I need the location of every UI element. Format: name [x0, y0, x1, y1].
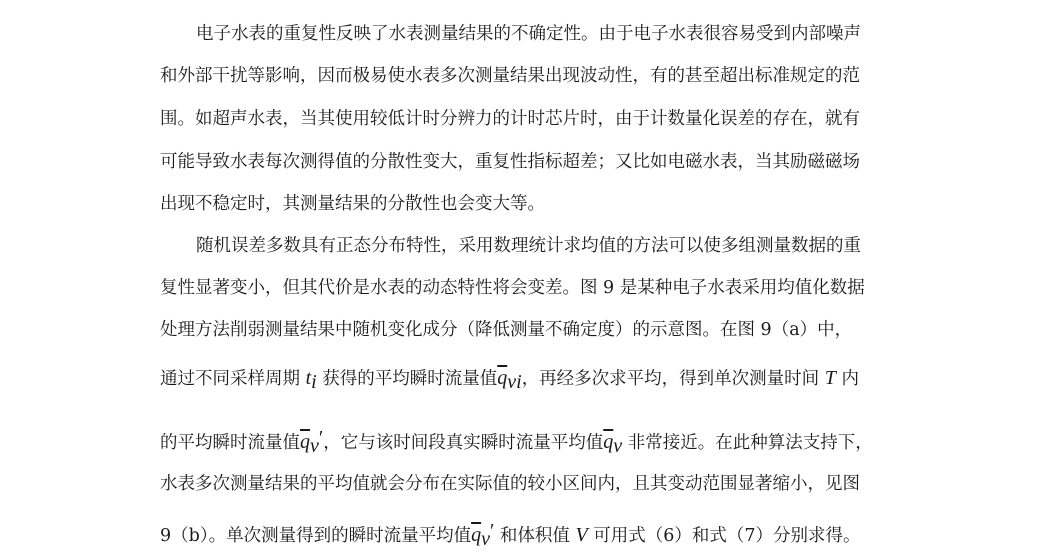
text-segment: 的平均瞬时流量值: [160, 433, 300, 453]
paragraph1-line5: 出现不稳定时，其测量结果的分散性也会变大等。: [160, 194, 545, 214]
text-segment: 可用式（6）和式（7）分别求得。: [587, 526, 861, 546]
paragraph2-line1: 随机误差多数具有正态分布特性，采用数理统计求均值的方法可以使多组测量数据的重: [196, 236, 861, 256]
text-segment: 内: [835, 369, 859, 389]
math-q-subscript: vi: [507, 371, 522, 393]
paragraph2-line7: [160, 519, 861, 551]
math-q-bar: $\overline{q}$: [300, 431, 310, 453]
text-segment: ，它与该时间段真实瞬时流量平均值: [323, 433, 604, 453]
text-segment: 获得的平均瞬时流量值: [316, 369, 498, 389]
math-prime: ′: [489, 520, 495, 542]
paragraph1-line4: 可能导致水表每次测得值的分散性变大，重复性指标超差；又比如电磁水表，当其励磁磁场: [160, 152, 860, 172]
math-prime: ′: [318, 427, 324, 449]
math-t-subscript: i: [311, 371, 317, 393]
text-segment: 非常接近。在此种算法支持下，: [622, 433, 873, 453]
math-q-subscript: v: [481, 528, 490, 550]
math-q-subscript: v: [310, 435, 319, 457]
paragraph1-line1: 电子水表的重复性反映了水表测量结果的不确定性。由于电子水表很容易受到内部噪声: [196, 24, 861, 44]
paragraph2-line5: [160, 426, 873, 458]
paragraph1-line2: 和外部干扰等影响，因而极易使水表多次测量结果出现波动性，有的甚至超出标准规定的范: [160, 66, 860, 86]
paragraph2-line4: [160, 366, 859, 394]
text-segment: 通过不同采样周期: [160, 369, 306, 389]
text-segment: ，再经多次求平均，得到单次测量时间: [521, 369, 825, 389]
math-q-bar: $\overline{q}$: [603, 431, 614, 453]
text-segment: 和体积值: [494, 526, 576, 546]
paragraph2-line2: 复性显著变小，但其代价是水表的动态特性将会变差。图 9 是某种电子水表采用均值化数据: [160, 278, 865, 298]
math-q-bar: $\overline{q}$: [471, 524, 482, 546]
math-t: t: [305, 367, 312, 389]
paragraph2-line6: 水表多次测量结果的平均值就会分布在实际值的较小区间内，且其变动范围显著缩小，见图: [160, 474, 860, 494]
text-segment: 9（b）。单次测量得到的瞬时流量平均值: [160, 526, 472, 546]
math-V: V: [575, 524, 588, 546]
math-q-bar: $\overline{q}$: [497, 367, 508, 389]
paragraph1-line3: 围。如超声水表，当其使用较低计时分辨力的计时芯片时，由于计数量化误差的存在，就有: [160, 109, 860, 129]
math-T: T: [824, 367, 836, 389]
math-q-subscript: v: [613, 435, 623, 457]
paragraph2-line3: 处理方法削弱测量结果中随机变化成分（降低测量不确定度）的示意图。在图 9（a）中，: [160, 320, 853, 340]
